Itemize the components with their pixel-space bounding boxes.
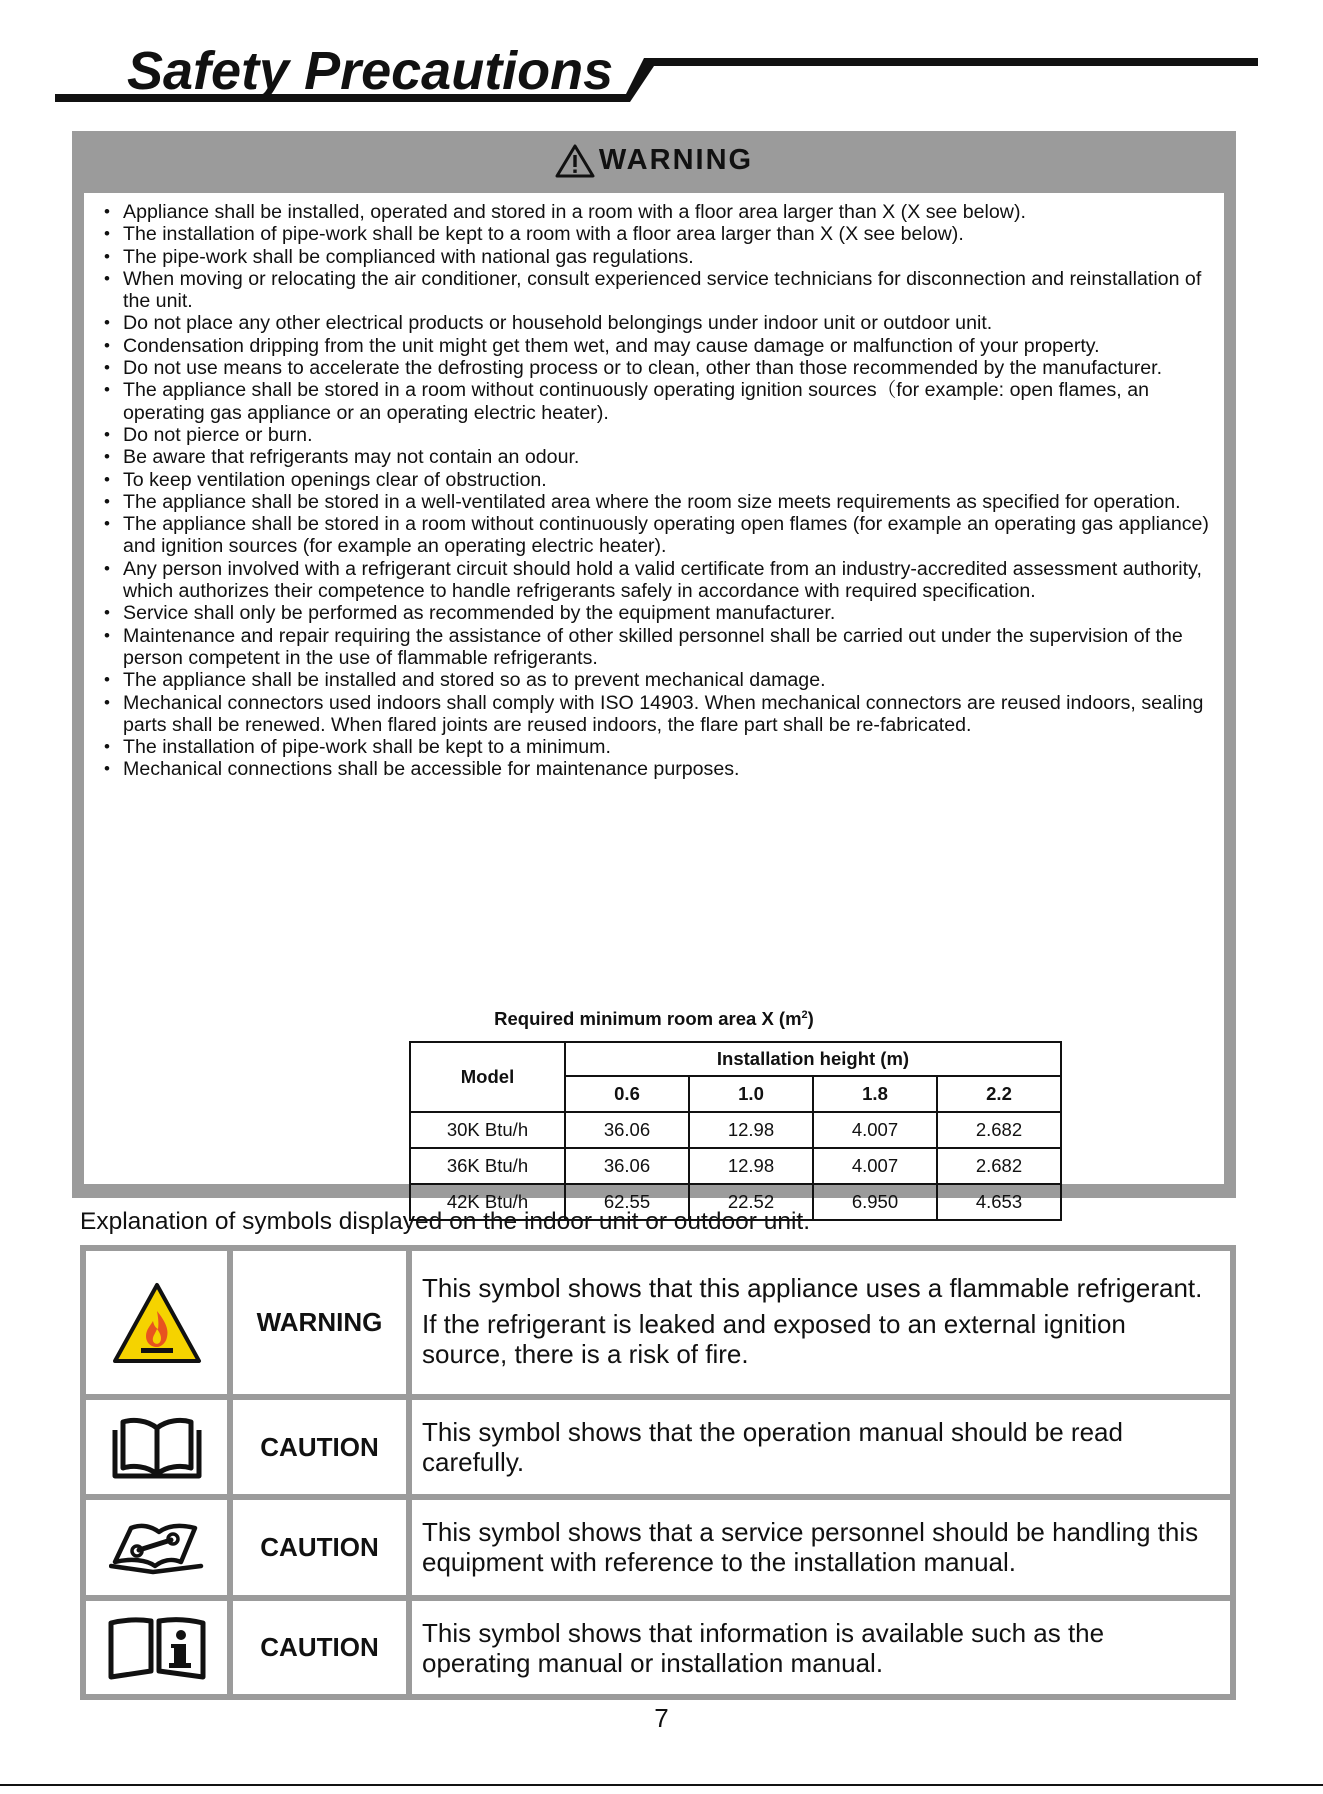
symbol-label: CAUTION	[233, 1400, 406, 1494]
warning-bullet: • The pipe-work shall be complianced with national gas regulations.	[102, 246, 1222, 268]
description-line: If the refrigerant is leaked and exposed to an external ignition	[422, 1309, 1126, 1339]
description-line: This symbol shows that the operation manual should be read	[422, 1417, 1123, 1447]
symbol-row-service-manual	[80, 1500, 1236, 1595]
symbol-row-information-manual	[80, 1601, 1236, 1694]
warning-panel	[72, 131, 1236, 1212]
room-area-table	[409, 1041, 1062, 1221]
symbol-icon-cell	[86, 1500, 227, 1595]
table-caption-superscript: 2	[801, 1008, 808, 1021]
model-cell: 36K Btu/h	[410, 1148, 565, 1184]
value-cell: 12.98	[689, 1148, 813, 1184]
model-header: Model	[410, 1042, 565, 1112]
value-cell: 4.653	[937, 1184, 1061, 1220]
symbol-description	[412, 1251, 1230, 1394]
service-manual-icon	[109, 1520, 205, 1576]
symbol-description	[412, 1400, 1230, 1494]
information-manual-icon	[107, 1615, 207, 1681]
value-cell: 4.007	[813, 1148, 937, 1184]
flammable-warning-icon	[111, 1281, 203, 1365]
symbol-icon-cell	[86, 1400, 227, 1494]
operation-manual-icon	[111, 1414, 203, 1480]
warning-bullet: • When moving or relocating the air conditioner, consult experienced service technicians for disconnection and reinstallation of the unit.	[102, 268, 1222, 313]
symbol-label: WARNING	[233, 1251, 406, 1394]
value-cell: 36.06	[565, 1112, 689, 1148]
value-cell: 2.682	[937, 1148, 1061, 1184]
warning-bullet: • Do not place any other electrical products or household belongings under indoor unit or outdoor unit.	[102, 312, 1222, 334]
value-cell: 36.06	[565, 1148, 689, 1184]
warning-title: WARNING	[598, 144, 754, 176]
value-cell: 6.950	[813, 1184, 937, 1220]
height-header: 2.2	[937, 1076, 1061, 1112]
value-cell: 12.98	[689, 1112, 813, 1148]
bottom-rule	[0, 1784, 1323, 1786]
warning-bullet: • The installation of pipe-work shall be kept to a minimum.	[102, 736, 1222, 758]
description-line: source, there is a risk of fire.	[422, 1339, 749, 1369]
warning-triangle-icon	[555, 144, 595, 178]
warning-bullet: • Any person involved with a refrigerant circuit should hold a valid certificate from an industry-accredited assessment authority, which authorizes their competence to handle refrigerants safely in accordance with required specification.	[102, 558, 1222, 603]
description-line: carefully.	[422, 1447, 525, 1477]
warning-body	[84, 193, 1224, 1212]
symbol-label: CAUTION	[233, 1500, 406, 1595]
warning-bullet-list	[102, 201, 1222, 781]
table-row	[410, 1112, 1061, 1148]
model-cell: 42K Btu/h	[410, 1184, 565, 1220]
table-caption-text: Required minimum room area X (m	[494, 1008, 802, 1029]
warning-bullet: • Service shall only be performed as recommended by the equipment manufacturer.	[102, 602, 1222, 624]
value-cell: 2.682	[937, 1112, 1061, 1148]
warning-bullet: • Be aware that refrigerants may not contain an odour.	[102, 446, 1222, 468]
symbols-table	[80, 1245, 1236, 1700]
height-header: 1.8	[813, 1076, 937, 1112]
description-line: operating manual or installation manual.	[422, 1648, 884, 1678]
description-line: This symbol shows that this appliance uses a flammable refrigerant.	[422, 1273, 1203, 1303]
value-cell: 22.52	[689, 1184, 813, 1220]
warning-bullet: • Do not pierce or burn.	[102, 424, 1222, 446]
warning-bullet: • Mechanical connections shall be accessible for maintenance purposes.	[102, 758, 1222, 780]
page-header	[0, 0, 1323, 120]
warning-bullet: • The appliance shall be stored in a room without continuously operating ignition sources（for example: open flames, an operating gas appliance or an operating electric heater).	[102, 379, 1222, 424]
warning-bullet: • Mechanical connectors used indoors shall comply with ISO 14903. When mechanical connectors are reused indoors, sealing parts shall be renewed. When flared joints are reused indoors, the flare part shall be re-fabricated.	[102, 692, 1222, 737]
symbols-intro: Explanation of symbols displayed on the indoor unit or outdoor unit.	[80, 1208, 811, 1235]
warning-bullet: • Do not use means to accelerate the defrosting process or to clean, other than those recommended by the manufacturer.	[102, 357, 1222, 379]
symbol-label: CAUTION	[233, 1601, 406, 1694]
value-cell: 4.007	[813, 1112, 937, 1148]
height-header: 1.0	[689, 1076, 813, 1112]
warning-bullet: • The appliance shall be stored in a well-ventilated area where the room size meets requirements as specified for operation.	[102, 491, 1222, 513]
warning-bullet: • Condensation dripping from the unit might get them wet, and may cause damage or malfunction of your property.	[102, 335, 1222, 357]
warning-bullet: • The appliance shall be installed and stored so as to prevent mechanical damage.	[102, 669, 1222, 691]
page-title: Safety Precautions	[127, 41, 614, 101]
warning-bullet: • The installation of pipe-work shall be kept to a room with a floor area larger than X (X see below).	[102, 223, 1222, 245]
warning-bullet: • The appliance shall be stored in a room without continuously operating open flames (for example an operating gas appliance) and ignition sources (for example an operating electric heater).	[102, 513, 1222, 558]
symbol-description	[412, 1500, 1230, 1595]
symbol-row-operation-manual	[80, 1400, 1236, 1494]
page-number: 7	[654, 1703, 669, 1733]
value-cell: 62.55	[565, 1184, 689, 1220]
description-line: This symbol shows that information is available such as the	[422, 1618, 1105, 1648]
model-cell: 30K Btu/h	[410, 1112, 565, 1148]
description-line: This symbol shows that a service personnel should be handling this	[422, 1517, 1199, 1547]
table-row	[410, 1148, 1061, 1184]
table-caption	[84, 1008, 1224, 1030]
warning-heading	[72, 131, 1236, 190]
description-line: equipment with reference to the installation manual.	[422, 1547, 1017, 1577]
warning-bullet: • Maintenance and repair requiring the assistance of other skilled personnel shall be carried out under the supervision of the person competent in the use of flammable refrigerants.	[102, 625, 1222, 670]
warning-bullet: • To keep ventilation openings clear of obstruction.	[102, 469, 1222, 491]
installation-height-header: Installation height (m)	[565, 1042, 1061, 1076]
symbol-icon-cell	[86, 1251, 227, 1394]
height-header: 0.6	[565, 1076, 689, 1112]
symbol-description	[412, 1601, 1230, 1694]
symbol-icon-cell	[86, 1601, 227, 1694]
symbol-row-warning	[80, 1251, 1236, 1394]
table-caption-end: )	[807, 1008, 814, 1029]
warning-bullet: • Appliance shall be installed, operated and stored in a room with a floor area larger than X (X see below).	[102, 201, 1222, 223]
